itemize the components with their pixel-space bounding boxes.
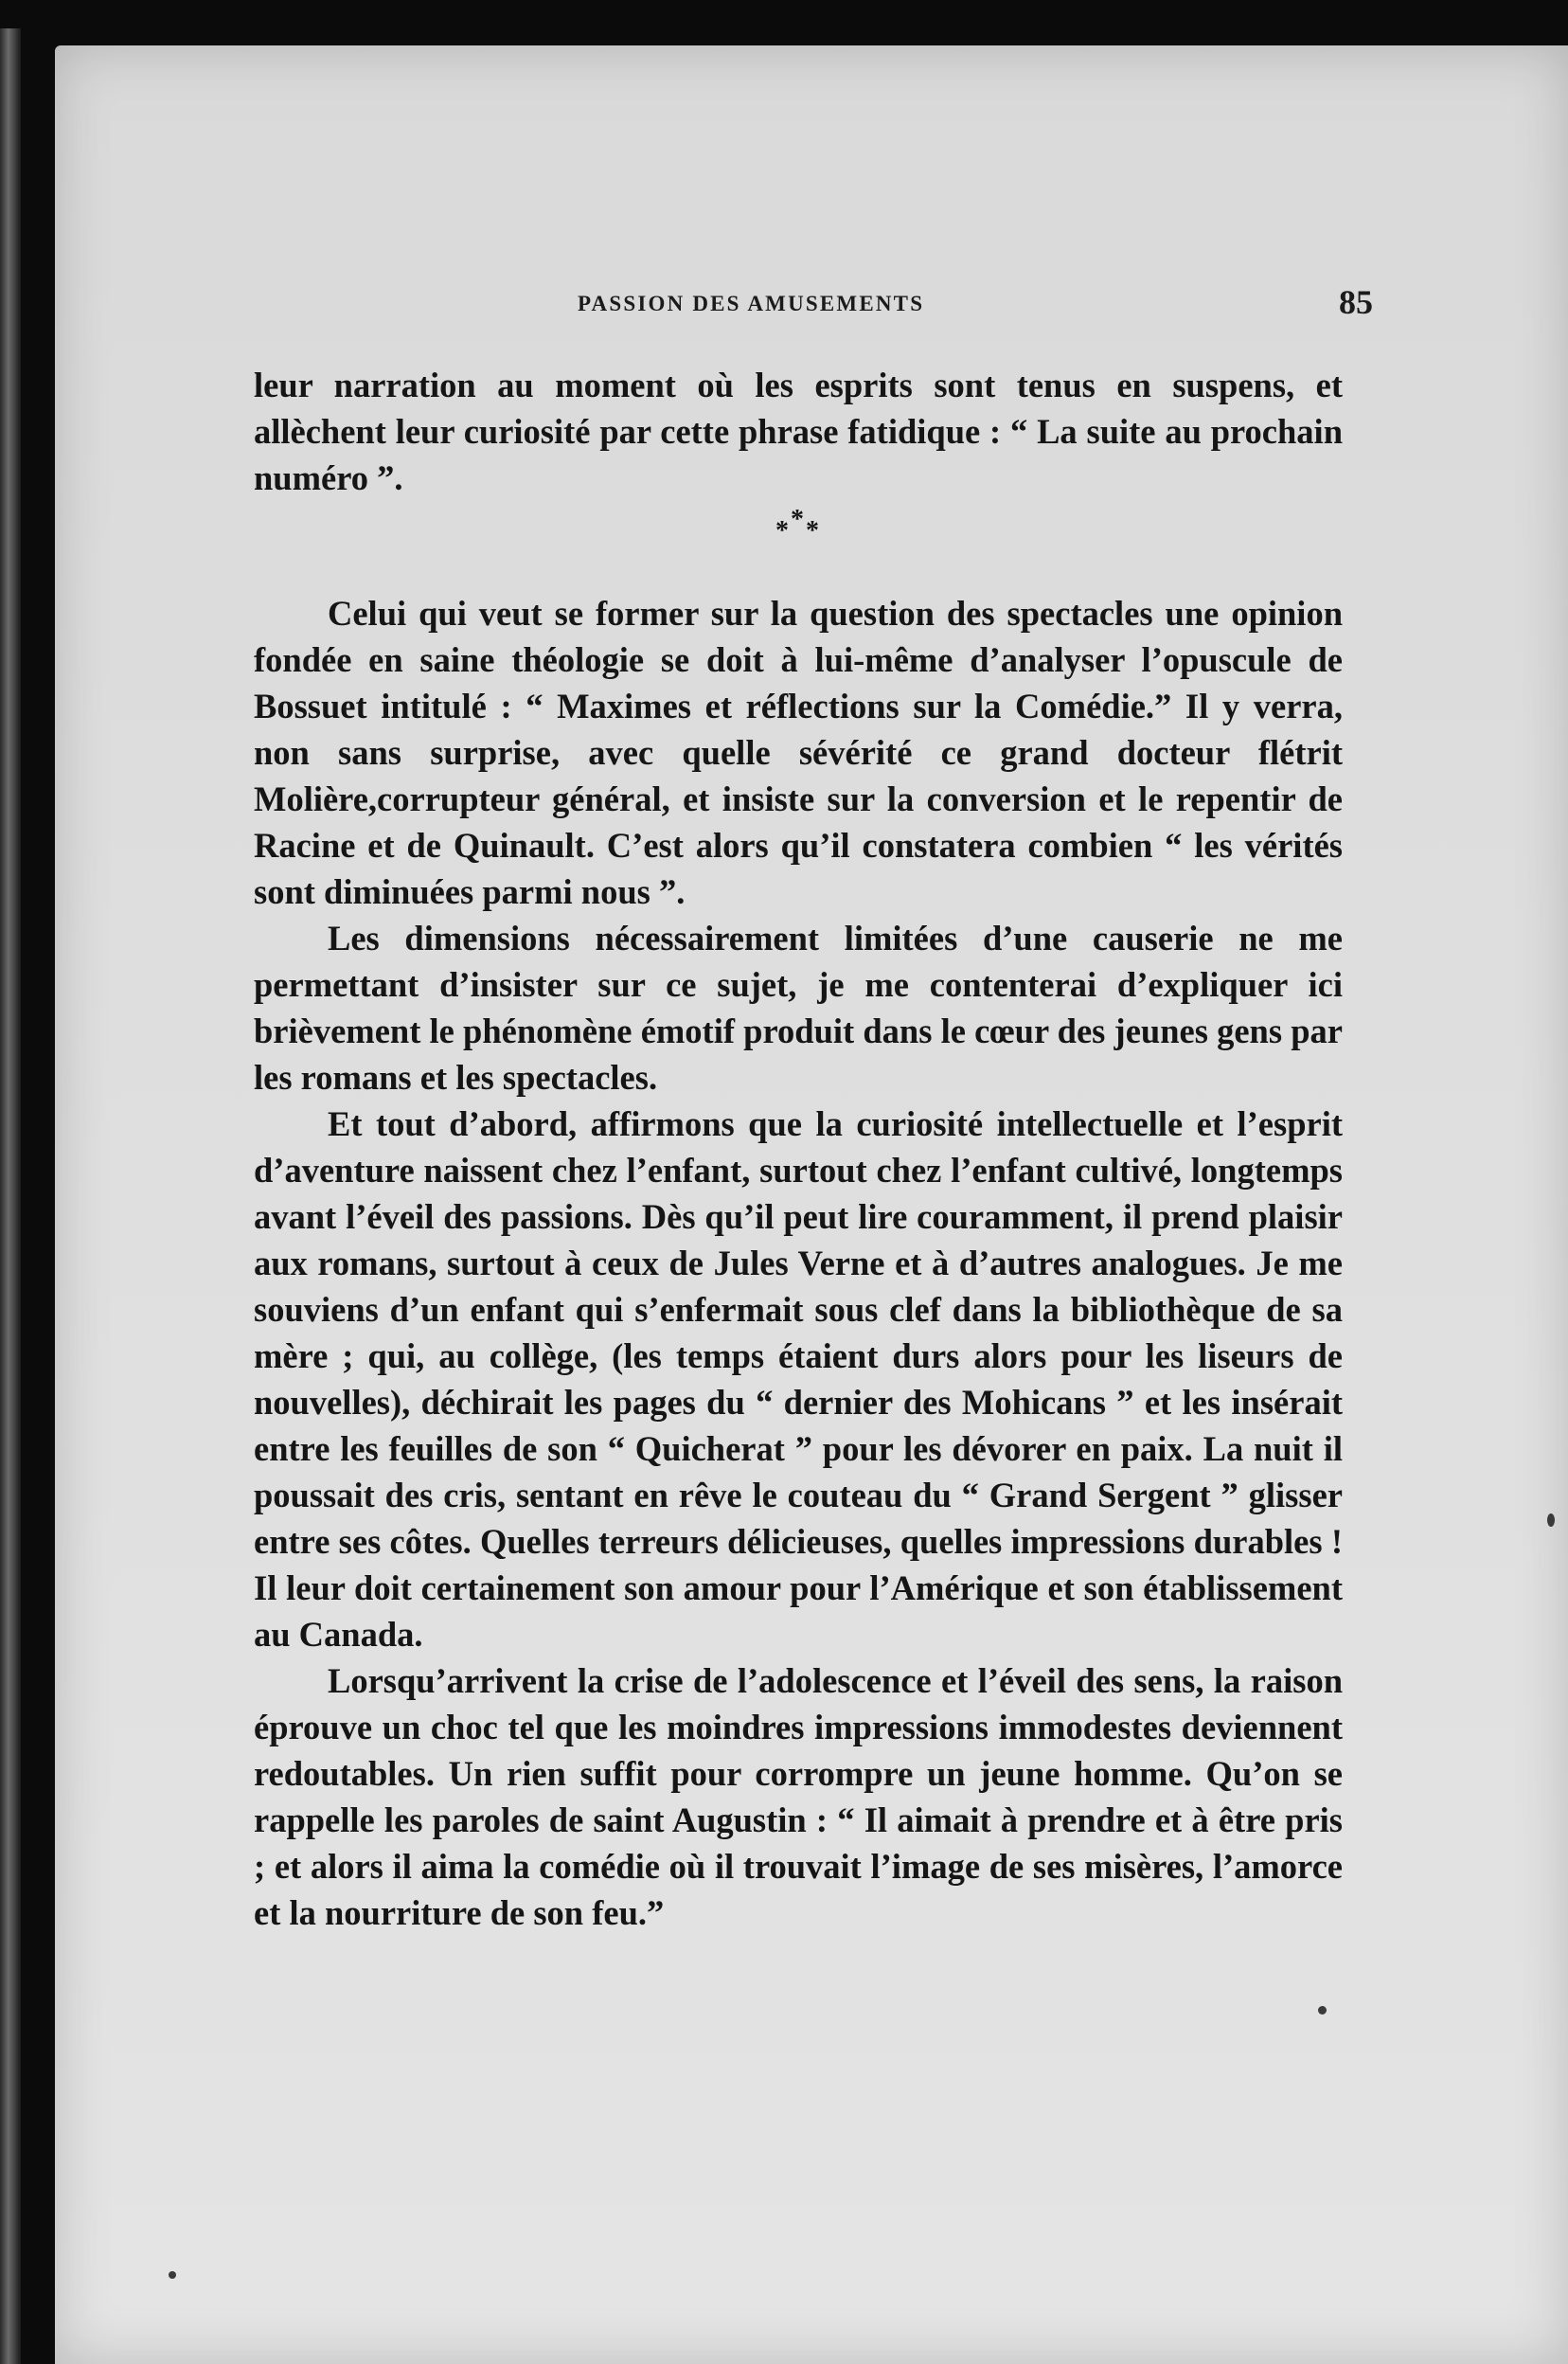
scan-speck — [1318, 2006, 1327, 2015]
running-title: PASSION DES AMUSEMENTS — [578, 292, 925, 315]
paragraph-bossuet: Celui qui veut se former sur la question des spectacles une opinion fondée en saine théologie se doit à lui-même d’analyser l’opuscule de Bossuet intitulé : “ Maximes et réflections sur la Comédie.” Il y verra, non sans surprise, avec quelle sévérité ce grand docteur flétrit Molière,corrupteur général, et insiste sur la conversion et le repentir de Racine et de Quinault. C’est alors qu’il constatera combien “ les vérités sont diminuées parmi nous ”. — [254, 594, 1343, 911]
paragraph-adolescence: Lorsqu’arrivent la crise de l’adolescence et l’éveil des sens, la raison éprouve un choc tel que les moindres impressions immodestes deviennent redoutables. Un rien suffit pour corrompre un jeune homme. Qu’on se rappelle les paroles de saint Augustin : “ Il aimait à prendre et à être pris ; et alors il aima la comédie où il trouvait l’image de ses misères, l’amorce et la nourriture de son feu.” — [254, 1661, 1343, 1932]
scan-speck — [1547, 1513, 1555, 1527]
paragraph-dimensions: Les dimensions nécessairement limitées d’une causerie ne me permettant d’insister sur ce sujet, je me contenterai d’expliquer ici brièvement le phénomène émotif produit dans le cœur des jeunes gens par les romans et les spectacles. — [254, 919, 1343, 1097]
page-header — [578, 283, 1373, 326]
scan-speck — [169, 2271, 176, 2279]
paragraph-continuation: leur narration au moment où les esprits sont tenus en suspens, et allèchent leur curiosité par cette phrase fatidique : “ La suite au prochain numéro ”. — [254, 366, 1343, 497]
page-body — [254, 362, 1343, 1936]
paragraph-curiosite: Et tout d’abord, affirmons que la curiosité intellectuelle et l’esprit d’aventure naissent chez l’enfant, surtout chez l’enfant cultivé, longtemps avant l’éveil des passions. Dès qu’il peut lire couramment, il prend plaisir aux romans, surtout à ceux de Jules Verne et à d’autres analogues. Je me souviens d’un enfant qui s’enfermait sous clef dans la bibliothèque de sa mère ; qui, au collège, (les temps étaient durs alors pour les liseurs de nouvelles), déchirait les pages du “ dernier des Mohicans ” et les insérait entre les feuilles de son “ Quicherat ” pour les dévorer en paix. La nuit il poussait des cris, sentant en rêve le couteau du “ Grand Sergent ” glisser entre ses côtes. Quelles terreurs délicieuses, quelles impressions durables ! Il leur doit certainement son amour pour l’Amérique et son établissement au Canada. — [254, 1104, 1343, 1654]
section-separator-asterism: *** — [775, 505, 821, 546]
page-number: 85 — [1339, 283, 1373, 321]
adjacent-page-edge — [0, 28, 21, 2364]
